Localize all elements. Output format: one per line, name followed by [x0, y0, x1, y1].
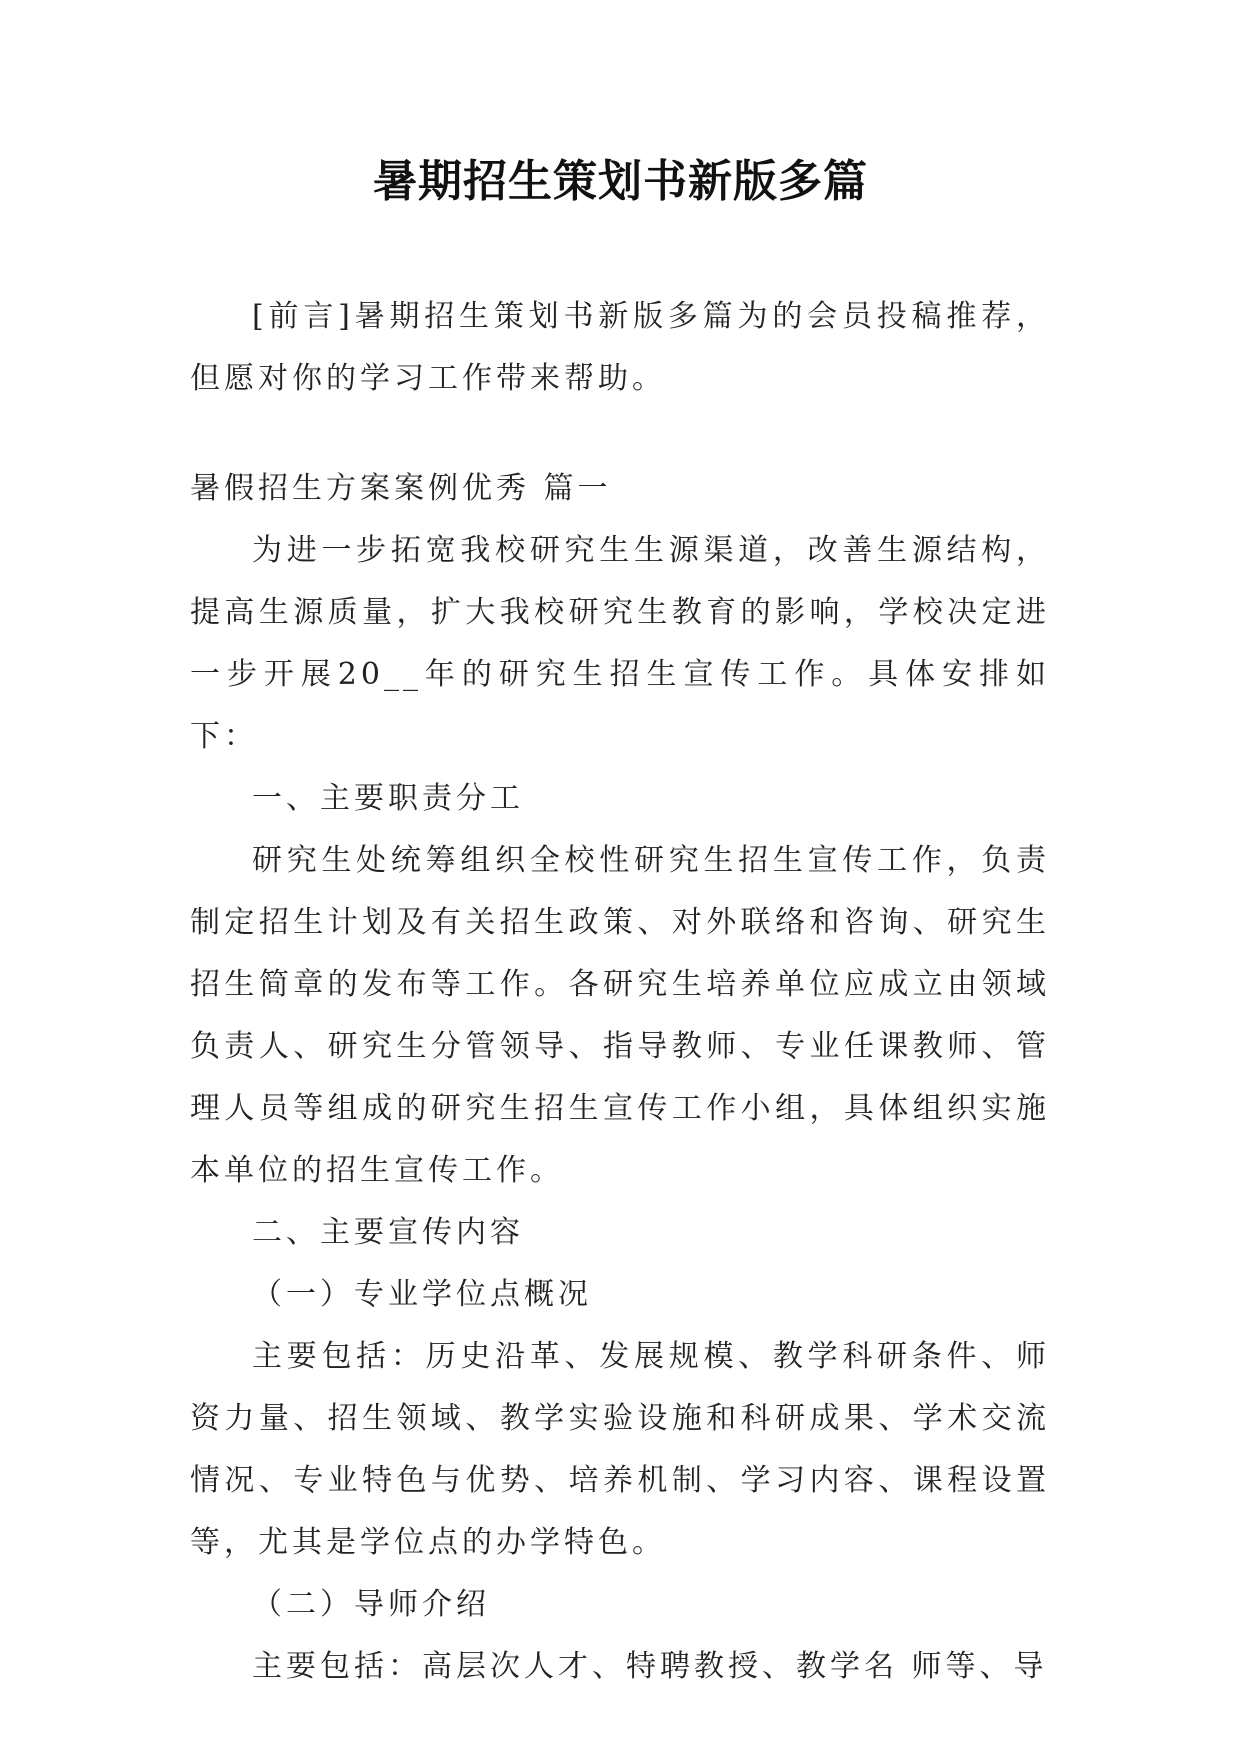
- paragraph-intro: 为进一步拓宽我校研究生生源渠道，改善生源结构，提高生源质量，扩大我校研究生教育的影响，学校决定进一步开展20__年的研究生招生宣传工作。具体安排如下：: [190, 533, 1050, 754]
- preface-block: [190, 286, 1050, 410]
- main-content: [190, 458, 1050, 1698]
- paragraph-responsibilities: 研究生处统筹组织全校性研究生招生宣传工作，负责制定招生计划及有关招生政策、对外联络和咨询、研究生招生简章的发布等工作。各研究生培养单位应成立由领域负责人、研究生分管领导、指导教师、专业任课教师、管理人员等组成的研究生招生宣传工作小组，具体组织实施本单位的招生宣传工作。: [190, 843, 1050, 1188]
- heading-degree-overview: （一）专业学位点概况: [252, 1277, 592, 1312]
- preface-paragraph: [前言]暑期招生策划书新版多篇为的会员投稿推荐，但愿对你的学习工作带来帮助。: [190, 299, 1050, 396]
- document-title: 暑期招生策划书新版多篇: [373, 156, 868, 207]
- heading-publicity-content: 二、主要宣传内容: [252, 1215, 524, 1250]
- heading-supervisors: （二）导师介绍: [252, 1587, 490, 1622]
- paragraph-supervisors: 主要包括：高层次人才、特聘教授、教学名 师等、导: [252, 1649, 1048, 1684]
- heading-responsibilities: 一、主要职责分工: [252, 781, 524, 816]
- paragraph-degree-overview: 主要包括：历史沿革、发展规模、教学科研条件、师资力量、招生领域、教学实验设施和科研成果、学术交流情况、专业特色与优势、培养机制、学习内容、课程设置等，尤其是学位点的办学特色。: [190, 1339, 1050, 1560]
- section-heading: 暑假招生方案案例优秀 篇一: [190, 471, 612, 506]
